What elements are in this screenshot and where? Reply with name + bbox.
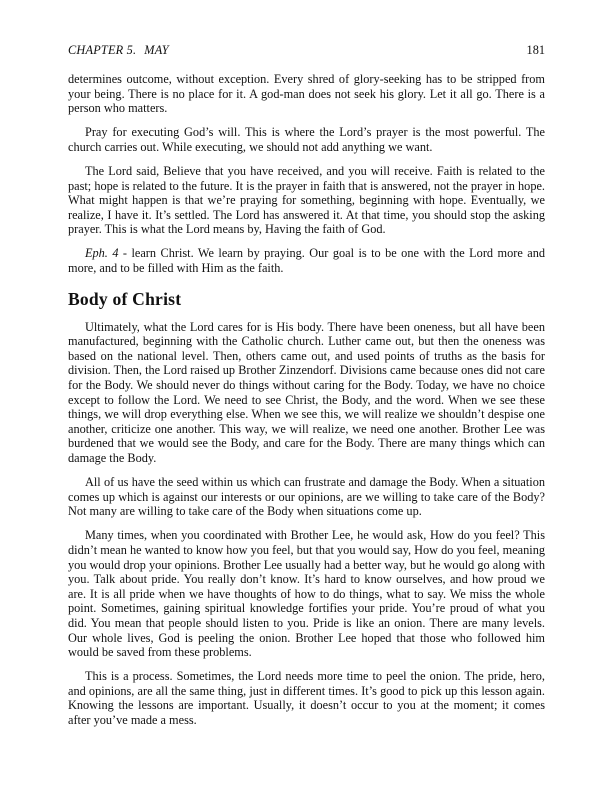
paragraph-text: - learn Christ. We learn by praying. Our goal is to be one with the Lord more and more, and to be filled with Him as the faith. <box>68 246 545 276</box>
chapter-label: CHAPTER 5. <box>68 43 137 57</box>
section-heading: Body of Christ <box>68 288 182 309</box>
paragraph: Many times, when you coordinated with Brother Lee, he would ask, How do you feel? This didn’t mean he wanted to know how you feel, but that you would say, How do you feel, meaning you would drop your opinions. Brother Lee usually had a better way, but he would go along with you. Talk about pride. You really don’t know. It’s hard to know ourselves, and how proud we are. It is all pride when we have thoughts of how to do things, what to say. We miss the whole point. Sometimes, gaining spiritual knowledge fortifies your pride. You’re proud of what you did. You mean that people should listen to you. Pride is like an onion. There are many levels. Our whole lives, God is peeling the onion. Brother Lee hoped that those who followed him would be saved from these problems. <box>68 528 545 660</box>
chapter-header <box>68 44 169 57</box>
page-body <box>68 72 545 728</box>
paragraph-scripture <box>68 246 545 275</box>
paragraph: Ultimately, what the Lord cares for is His body. There have been oneness, but all have been manufactured, beginning with the Catholic church. Luther came out, but then the oneness was based on the national level. Then, others came out, and used points of truths as the basis for division. Then, the Lord raised up Brother Zinzendorf. Divisions came because ones did not care for the Body. We should never do things without caring for the Body. Today, we have no choice except to follow the Lord. We need to see Christ, the Body, and the word. When we see these things, we will drop everything else. When we see this, we will realize we shouldn’t despise one another, criticize one another. This way, we will realize, we need one another. Brother Lee was burdened that we would see the Body, and care for the Body. There are many things which can damage the Body. <box>68 319 545 465</box>
paragraph: The Lord said, Believe that you have received, and you will receive. Faith is related to the past; hope is related to the future. It is the prayer in faith that is answered, not the prayer in hope. What might happen is that we’re praying for something, beginning with hope. Eventually, we realize, I have it. It’s settled. The Lord has answered it. At that time, you should stop the asking prayer. This is what the Lord means by, Having the faith of God. <box>68 163 545 237</box>
paragraph-continuation: determines outcome, without exception. Every shred of glory-seeking has to be stripped from your being. There is no place for it. A god-man does not seek his glory. Let it all go. There is a person who matters. <box>68 72 545 116</box>
page-header <box>68 44 545 57</box>
paragraph: Pray for executing God’s will. This is where the Lord’s prayer is the most powerful. The church carries out. While executing, we should not add anything we want. <box>68 125 545 154</box>
paragraph: This is a process. Sometimes, the Lord needs more time to peel the onion. The pride, hero, and opinions, are all the same thing, just in different times. It’s good to pick up this lesson again. Knowing the lessons are important. Usually, it doesn’t occur to you at the moment; it comes after you’ve made a mess. <box>68 669 545 727</box>
paragraph: All of us have the seed within us which can frustrate and damage the Body. When a situation comes up which is against our interests or our opinions, are we willing to take care of the Body? Not many are willing to take care of the Body when situations come up. <box>68 475 545 519</box>
page-number: 181 <box>526 43 545 57</box>
scripture-reference: Eph. 4 <box>85 246 119 261</box>
chapter-title: MAY <box>144 43 169 57</box>
